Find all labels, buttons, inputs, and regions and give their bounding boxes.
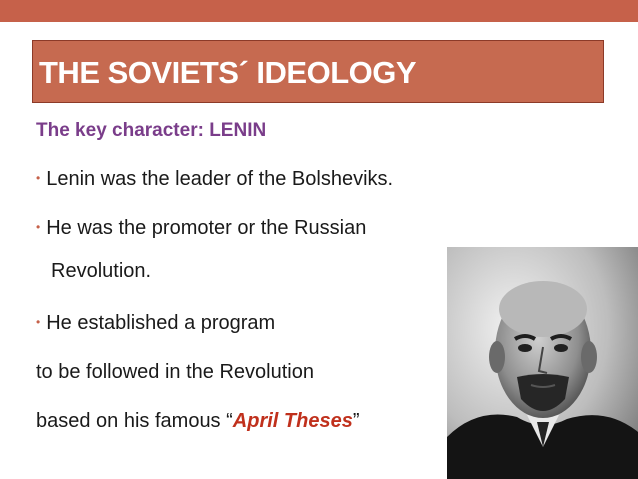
bullet-dot-icon: • <box>36 171 41 185</box>
bullet-item <box>36 168 393 191</box>
bullet-item <box>36 312 275 335</box>
april-theses-emphasis: April Theses <box>232 410 353 432</box>
top-accent-band <box>0 0 638 22</box>
plain-line-prefix: based on his famous “ <box>36 410 233 432</box>
plain-line: to be followed in the Revolution <box>36 361 314 383</box>
title-box <box>32 40 604 103</box>
plain-line <box>36 410 360 433</box>
plain-line-suffix: ” <box>352 410 360 432</box>
bullet-dot-icon: • <box>36 315 41 329</box>
bullet-text: He was the promoter or the Russian <box>46 217 367 239</box>
portrait-illustration <box>447 247 638 479</box>
slide-title: THE SOVIETS´ IDEOLOGY <box>39 55 417 90</box>
lenin-portrait-photo <box>447 247 638 479</box>
bullet-text: Lenin was the leader of the Bolsheviks. <box>46 168 394 190</box>
bullet-text: He established a program <box>46 312 276 334</box>
slide-subtitle: The key character: LENIN <box>36 120 267 141</box>
bullet-dot-icon: • <box>36 220 41 234</box>
bullet-item <box>36 217 366 240</box>
bullet-continuation: Revolution. <box>51 260 152 282</box>
